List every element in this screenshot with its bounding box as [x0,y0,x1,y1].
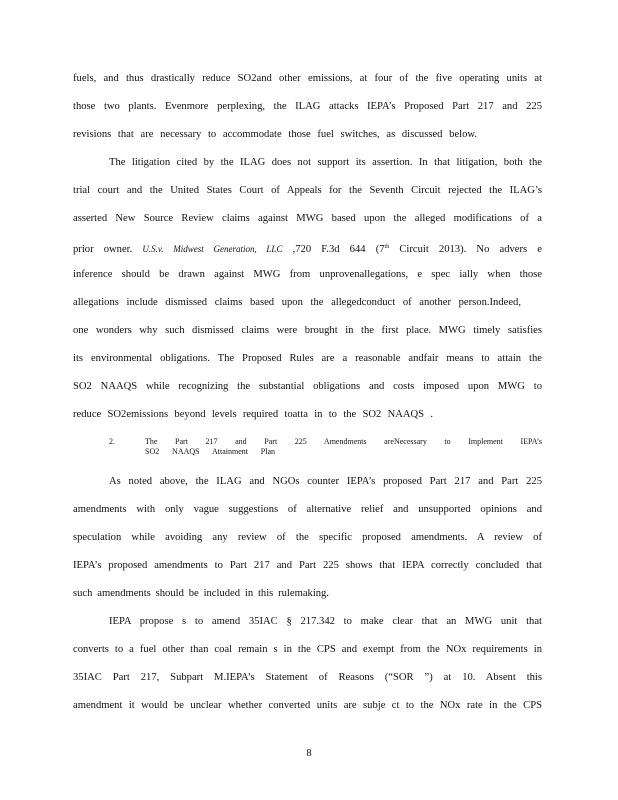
section-heading-line: The Part 217 and Part 225 Amendments areNecessary to Implement IEPA’s [145,437,542,446]
text-line: trial court and the United States Court of Appeals for the Seventh Circuit rejected the ILAG’s [73,185,542,196]
text-line: amendments with only vague suggestions of alternative relief and unsupported opinions and [73,504,542,515]
citation-before: prior owner. [73,244,133,255]
text-line: those two plants. Evenmore perplexing, the ILAG attacks IEPA’s Proposed Part 217 and 225 [73,101,542,112]
text-line: 35IAC Part 217, Subpart M.IEPA’s Statement of Reasons (“SOR ”) at 10. Absent this [73,672,542,683]
text-line: SO2 NAAQS while recognizing the substantial obligations and costs imposed upon MWG to [73,381,542,392]
citation-reporter: ,720 F.3d 644 (7 [292,244,385,255]
text-line: such amendments should be included in this rulemaking. [73,588,329,599]
citation-sup: th [384,244,390,250]
text-line: converts to a fuel other than coal remain s in the CPS and exempt from the NOx requirements in [73,644,542,655]
section-heading-line: SO2 NAAQS Attainment Plan [145,447,275,456]
text-line: As noted above, the ILAG and NGOs counter IEPA’s proposed Part 217 and Part 225 [109,476,542,487]
text-line: fuels, and thus drastically reduce SO2and other emissions, at four of the five operating units at [73,73,542,84]
text-line: asserted New Source Review claims against MWG based upon the alleged modifications of a [73,213,542,224]
text-line: one wonders why such dismissed claims were brought in the first place. MWG timely satisfies [73,325,542,336]
text-line: its environmental obligations. The Proposed Rules are a reasonable andfair means to attain the [73,353,542,364]
text-line: The litigation cited by the ILAG does not support its assertion. In that litigation, both the [109,157,542,168]
text-line: inference should be drawn against MWG from unprovenallegations, e spec ially when those [73,269,542,280]
text-line: IEPA’s proposed amendments to Part 217 and Part 225 shows that IEPA correctly concluded that [73,560,542,571]
citation-after: Circuit 2013). No advers e [399,244,542,255]
page-number: 8 [306,748,312,759]
text-line: reduce SO2emissions beyond levels required toatta in to the SO2 NAAQS . [73,409,433,420]
case-name: U.S.v. Midwest Generation, LLC [142,244,283,254]
citation-line [73,240,542,257]
text-line: IEPA propose s to amend 35IAC § 217.342 to make clear that an MWG unit that [109,616,542,627]
text-line: speculation while avoiding any review of the specific proposed amendments. A review of [73,532,542,543]
text-line: allegations include dismissed claims based upon the allegedconduct of another person.Indeed, [73,297,521,308]
text-line: revisions that are necessary to accommodate those fuel switches, as discussed below. [73,129,477,140]
text-line: amendment it would be unclear whether converted units are subje ct to the NOx rate in the CPS [73,700,542,711]
section-number: 2. [109,437,115,446]
